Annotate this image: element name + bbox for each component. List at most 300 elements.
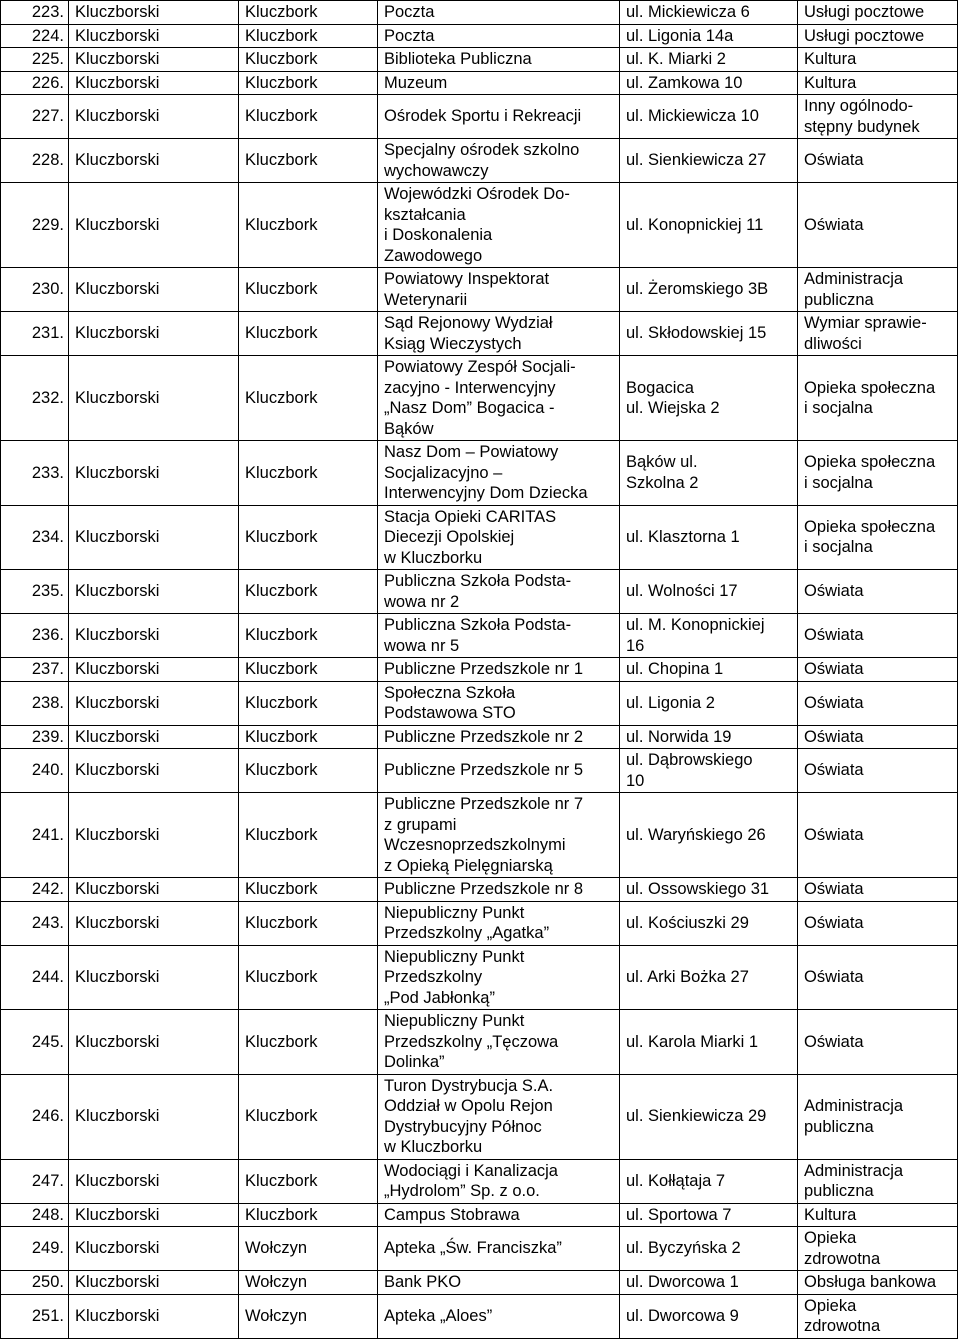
facility-name-cell: [378, 95, 620, 139]
powiat-cell: Kluczborski: [69, 901, 239, 945]
cell-line: ul. Chopina 1: [626, 660, 724, 678]
category-cell: [798, 139, 958, 183]
row-number: 227.: [1, 95, 69, 139]
address-cell: [620, 1271, 798, 1295]
cell-line: Przedszkolny „Agatka”: [384, 924, 550, 942]
cell-line: Niepubliczny Punkt: [384, 1012, 525, 1030]
cell-line: 16: [626, 636, 645, 655]
category-cell: [798, 878, 958, 902]
table-row: [1, 681, 958, 725]
cell-line: ul. Wiejska 2: [626, 399, 720, 417]
gmina-cell: Kluczbork: [239, 1074, 378, 1159]
row-number: 242.: [1, 878, 69, 902]
cell-line: wychowawczy: [384, 161, 489, 180]
cell-line: Przedszkolny „Tęczowa: [384, 1032, 559, 1051]
cell-line: Dystrybucyjny Północ: [384, 1117, 542, 1136]
category-cell: [798, 1271, 958, 1295]
cell-line: ul. Dworcowa 9: [626, 1306, 739, 1325]
powiat-cell: Kluczborski: [69, 183, 239, 268]
cell-line: Publiczne Przedszkole nr 8: [384, 880, 584, 898]
cell-line: Oświata: [804, 880, 864, 898]
facility-name-cell: [378, 749, 620, 793]
cell-line: Usługi pocztowe: [804, 3, 925, 21]
cell-line: Wodociągi i Kanalizacja: [384, 1161, 558, 1180]
cell-line: Obsługa bankowa: [804, 1273, 937, 1291]
cell-line: ul. Ossowskiego 31: [626, 880, 770, 898]
address-cell: [620, 945, 798, 1010]
cell-line: Zawodowego: [384, 246, 483, 265]
facility-name-cell: [378, 793, 620, 878]
address-cell: [620, 505, 798, 570]
cell-line: Publiczna Szkoła Podsta-: [384, 616, 572, 634]
cell-line: Kultura: [804, 1205, 857, 1224]
category-cell: [798, 614, 958, 658]
gmina-cell: Kluczbork: [239, 71, 378, 95]
facility-name-cell: [378, 24, 620, 48]
address-cell: [620, 749, 798, 793]
cell-line: Bank PKO: [384, 1273, 462, 1291]
cell-line: i socjalna: [804, 473, 873, 492]
row-number: 232.: [1, 356, 69, 441]
cell-line: Wymiar sprawie-: [804, 314, 927, 332]
gmina-cell: Kluczbork: [239, 95, 378, 139]
gmina-cell: Kluczbork: [239, 793, 378, 878]
gmina-cell: Kluczbork: [239, 1203, 378, 1227]
address-cell: [620, 901, 798, 945]
powiat-cell: Kluczborski: [69, 725, 239, 749]
cell-line: Powiatowy Inspektorat: [384, 270, 550, 288]
table-row: [1, 749, 958, 793]
address-cell: [620, 24, 798, 48]
row-number: 233.: [1, 441, 69, 506]
cell-line: Oświata: [804, 660, 864, 678]
gmina-cell: Kluczbork: [239, 681, 378, 725]
cell-line: publiczna: [804, 1182, 874, 1200]
table-row: [1, 24, 958, 48]
facility-name-cell: [378, 1, 620, 25]
cell-line: ul. K. Miarki 2: [626, 50, 726, 68]
powiat-cell: Kluczborski: [69, 356, 239, 441]
address-cell: [620, 658, 798, 682]
category-cell: [798, 658, 958, 682]
cell-line: ul. Mickiewicza 10: [626, 107, 759, 126]
table-row: [1, 1, 958, 25]
cell-line: 10: [626, 771, 645, 790]
facility-name-cell: [378, 725, 620, 749]
cell-line: ul. Ligonia 2: [626, 693, 715, 712]
table-row: [1, 793, 958, 878]
table-row: [1, 658, 958, 682]
cell-line: stępny budynek: [804, 117, 920, 136]
table-row: [1, 725, 958, 749]
cell-line: Bąków ul.: [626, 453, 698, 472]
cell-line: ul. Sienkiewicza 29: [626, 1107, 767, 1126]
gmina-cell: Kluczbork: [239, 48, 378, 72]
powiat-cell: Kluczborski: [69, 614, 239, 658]
powiat-cell: Kluczborski: [69, 71, 239, 95]
cell-line: wowa nr 2: [384, 592, 460, 611]
cell-line: Niepubliczny Punkt: [384, 947, 525, 966]
address-cell: [620, 681, 798, 725]
gmina-cell: Kluczbork: [239, 725, 378, 749]
address-cell: [620, 312, 798, 356]
cell-line: i Doskonalenia: [384, 226, 493, 244]
table-row: [1, 1203, 958, 1227]
cell-line: ul. Karola Miarki 1: [626, 1032, 759, 1051]
category-cell: [798, 793, 958, 878]
category-cell: [798, 1203, 958, 1227]
row-number: 248.: [1, 1203, 69, 1227]
cell-line: Kultura: [804, 50, 857, 68]
cell-line: Wczesnoprzedszkolnymi: [384, 836, 566, 854]
category-cell: [798, 749, 958, 793]
table-row: [1, 441, 958, 506]
address-cell: [620, 441, 798, 506]
cell-line: Muzeum: [384, 73, 448, 92]
cell-line: ul. Waryńskiego 26: [626, 825, 766, 844]
row-number: 230.: [1, 268, 69, 312]
row-number: 223.: [1, 1, 69, 25]
address-cell: [620, 725, 798, 749]
powiat-cell: Kluczborski: [69, 505, 239, 570]
cell-line: Poczta: [384, 3, 435, 21]
gmina-cell: Kluczbork: [239, 878, 378, 902]
gmina-cell: Kluczbork: [239, 312, 378, 356]
address-cell: [620, 570, 798, 614]
cell-line: Szkolna 2: [626, 473, 699, 492]
powiat-cell: Kluczborski: [69, 139, 239, 183]
table-row: [1, 1074, 958, 1159]
row-number: 243.: [1, 901, 69, 945]
cell-line: wowa nr 5: [384, 636, 460, 655]
facility-name-cell: [378, 441, 620, 506]
cell-line: Oświata: [804, 151, 864, 170]
powiat-cell: Kluczborski: [69, 658, 239, 682]
gmina-cell: Kluczbork: [239, 1010, 378, 1075]
cell-line: ul. Klasztorna 1: [626, 528, 740, 546]
cell-line: Oświata: [804, 913, 864, 932]
row-number: 250.: [1, 1271, 69, 1295]
row-number: 224.: [1, 24, 69, 48]
table-row: [1, 312, 958, 356]
cell-line: publiczna: [804, 290, 874, 309]
cell-line: Ksiąg Wieczystych: [384, 334, 522, 353]
cell-line: i socjalna: [804, 538, 873, 557]
cell-line: Turon Dystrybucja S.A.: [384, 1076, 554, 1095]
gmina-cell: Kluczbork: [239, 945, 378, 1010]
category-cell: [798, 725, 958, 749]
category-cell: [798, 1074, 958, 1159]
powiat-cell: Kluczborski: [69, 570, 239, 614]
table-row: [1, 945, 958, 1010]
cell-line: „Nasz Dom” Bogacica -: [384, 399, 555, 417]
cell-line: ul. Kościuszki 29: [626, 913, 749, 932]
powiat-cell: Kluczborski: [69, 945, 239, 1010]
gmina-cell: Wołczyn: [239, 1227, 378, 1271]
category-cell: [798, 1, 958, 25]
table-row: [1, 901, 958, 945]
powiat-cell: Kluczborski: [69, 793, 239, 878]
cell-line: Weterynarii: [384, 290, 468, 309]
cell-line: dliwości: [804, 334, 862, 353]
cell-line: Diecezji Opolskiej: [384, 528, 515, 546]
facility-name-cell: [378, 48, 620, 72]
table-row: [1, 71, 958, 95]
facility-name-cell: [378, 614, 620, 658]
table-row: [1, 356, 958, 441]
cell-line: Opieka: [804, 1229, 857, 1247]
cell-line: Nasz Dom – Powiatowy: [384, 443, 559, 461]
powiat-cell: Kluczborski: [69, 878, 239, 902]
powiat-cell: Kluczborski: [69, 48, 239, 72]
cell-line: Podstawowa STO: [384, 704, 516, 722]
cell-line: kształcania: [384, 205, 466, 224]
row-number: 225.: [1, 48, 69, 72]
category-cell: [798, 1159, 958, 1203]
table-row: [1, 505, 958, 570]
table-row: [1, 183, 958, 268]
powiat-cell: Kluczborski: [69, 312, 239, 356]
powiat-cell: Kluczborski: [69, 1294, 239, 1338]
address-cell: [620, 183, 798, 268]
cell-line: Publiczne Przedszkole nr 2: [384, 727, 584, 746]
gmina-cell: Kluczbork: [239, 139, 378, 183]
cell-line: Administracja: [804, 1097, 904, 1115]
row-number: 238.: [1, 681, 69, 725]
facility-name-cell: [378, 1227, 620, 1271]
facility-name-cell: [378, 681, 620, 725]
cell-line: Opieka społeczna: [804, 453, 936, 472]
powiat-cell: Kluczborski: [69, 268, 239, 312]
cell-line: Oświata: [804, 727, 864, 746]
cell-line: w Kluczborku: [384, 548, 483, 567]
category-cell: [798, 1010, 958, 1075]
powiat-cell: Kluczborski: [69, 681, 239, 725]
cell-line: Oświata: [804, 968, 864, 986]
cell-line: Publiczna Szkoła Podsta-: [384, 572, 572, 590]
cell-line: publiczna: [804, 1117, 874, 1136]
gmina-cell: Kluczbork: [239, 658, 378, 682]
powiat-cell: Kluczborski: [69, 1010, 239, 1075]
cell-line: Publiczne Przedszkole nr 5: [384, 761, 584, 780]
cell-line: zdrowotna: [804, 1317, 881, 1335]
cell-line: Opieka społeczna: [804, 517, 936, 536]
facility-name-cell: [378, 901, 620, 945]
facility-name-cell: [378, 1271, 620, 1295]
facility-name-cell: [378, 312, 620, 356]
cell-line: „Hydrolom” Sp. z o.o.: [384, 1182, 540, 1200]
category-cell: [798, 312, 958, 356]
row-number: 239.: [1, 725, 69, 749]
facility-name-cell: [378, 1010, 620, 1075]
address-cell: [620, 614, 798, 658]
row-number: 235.: [1, 570, 69, 614]
address-cell: [620, 878, 798, 902]
table-row: [1, 878, 958, 902]
powiat-cell: Kluczborski: [69, 441, 239, 506]
category-cell: [798, 268, 958, 312]
gmina-cell: Kluczbork: [239, 614, 378, 658]
cell-line: zacyjno - Interwencyjny: [384, 378, 556, 397]
cell-line: Przedszkolny: [384, 968, 483, 986]
cell-line: ul. Sportowa 7: [626, 1205, 732, 1224]
address-cell: [620, 48, 798, 72]
gmina-cell: Kluczbork: [239, 268, 378, 312]
address-cell: [620, 71, 798, 95]
cell-line: Opieka: [804, 1296, 857, 1315]
address-cell: [620, 1159, 798, 1203]
gmina-cell: Kluczbork: [239, 505, 378, 570]
powiat-cell: Kluczborski: [69, 749, 239, 793]
powiat-cell: Kluczborski: [69, 1074, 239, 1159]
row-number: 246.: [1, 1074, 69, 1159]
cell-line: Ośrodek Sportu i Rekreacji: [384, 107, 582, 126]
facility-name-cell: [378, 1159, 620, 1203]
facility-name-cell: [378, 878, 620, 902]
cell-line: Niepubliczny Punkt: [384, 903, 525, 922]
cell-line: Oświata: [804, 215, 864, 234]
cell-line: Apteka „Aloes”: [384, 1306, 493, 1325]
table-row: [1, 1294, 958, 1338]
address-cell: [620, 1, 798, 25]
row-number: 226.: [1, 71, 69, 95]
cell-line: Publiczne Przedszkole nr 7: [384, 795, 584, 813]
row-number: 241.: [1, 793, 69, 878]
address-cell: [620, 356, 798, 441]
cell-line: Usługi pocztowe: [804, 26, 925, 45]
category-cell: [798, 24, 958, 48]
cell-line: ul. Arki Bożka 27: [626, 968, 749, 986]
table-row: [1, 139, 958, 183]
address-cell: [620, 139, 798, 183]
row-number: 228.: [1, 139, 69, 183]
powiat-cell: Kluczborski: [69, 1271, 239, 1295]
row-number: 231.: [1, 312, 69, 356]
category-cell: [798, 71, 958, 95]
cell-line: Biblioteka Publiczna: [384, 50, 532, 68]
category-cell: [798, 95, 958, 139]
gmina-cell: Kluczbork: [239, 1159, 378, 1203]
cell-line: ul. Zamkowa 10: [626, 73, 743, 92]
cell-line: ul. Ligonia 14a: [626, 26, 734, 45]
cell-line: zdrowotna: [804, 1249, 881, 1268]
table-body: [1, 1, 958, 1339]
gmina-cell: Kluczbork: [239, 183, 378, 268]
category-cell: [798, 945, 958, 1010]
cell-line: ul. Żeromskiego 3B: [626, 280, 769, 299]
cell-line: Interwencyjny Dom Dziecka: [384, 484, 588, 502]
table-row: [1, 268, 958, 312]
facility-name-cell: [378, 1074, 620, 1159]
row-number: 249.: [1, 1227, 69, 1271]
table-row: [1, 1159, 958, 1203]
cell-line: ul. Wolności 17: [626, 582, 738, 601]
facility-name-cell: [378, 356, 620, 441]
facility-name-cell: [378, 658, 620, 682]
cell-line: z Opieką Pielęgniarską: [384, 856, 553, 875]
category-cell: [798, 1294, 958, 1338]
facility-name-cell: [378, 945, 620, 1010]
cell-line: „Pod Jabłonką”: [384, 988, 495, 1007]
cell-line: ul. Dąbrowskiego: [626, 751, 753, 769]
category-cell: [798, 570, 958, 614]
address-cell: [620, 1203, 798, 1227]
table-row: [1, 48, 958, 72]
category-cell: [798, 356, 958, 441]
facility-name-cell: [378, 139, 620, 183]
row-number: 234.: [1, 505, 69, 570]
cell-line: ul. Kołłątaja 7: [626, 1171, 726, 1190]
powiat-cell: Kluczborski: [69, 95, 239, 139]
cell-line: Oświata: [804, 582, 864, 601]
cell-line: Sąd Rejonowy Wydział: [384, 314, 553, 332]
table-row: [1, 570, 958, 614]
cell-line: Publiczne Przedszkole nr 1: [384, 660, 584, 678]
address-cell: [620, 95, 798, 139]
cell-line: Powiatowy Zespół Socjali-: [384, 358, 576, 376]
address-cell: [620, 1294, 798, 1338]
category-cell: [798, 441, 958, 506]
cell-line: Oświata: [804, 693, 864, 712]
row-number: 244.: [1, 945, 69, 1010]
facility-name-cell: [378, 268, 620, 312]
facility-name-cell: [378, 183, 620, 268]
cell-line: Wojewódzki Ośrodek Do-: [384, 185, 570, 203]
cell-line: Oddział w Opolu Rejon: [384, 1097, 553, 1115]
gmina-cell: Kluczbork: [239, 901, 378, 945]
cell-line: Poczta: [384, 26, 435, 45]
cell-line: Bogacica: [626, 378, 694, 397]
cell-line: ul. Byczyńska 2: [626, 1239, 741, 1258]
row-number: 245.: [1, 1010, 69, 1075]
category-cell: [798, 1227, 958, 1271]
cell-line: ul. Dworcowa 1: [626, 1273, 739, 1291]
facility-name-cell: [378, 1203, 620, 1227]
table-row: [1, 95, 958, 139]
address-cell: [620, 268, 798, 312]
category-cell: [798, 681, 958, 725]
cell-line: Administracja: [804, 1161, 904, 1180]
cell-line: Socjalizacyjno –: [384, 463, 503, 482]
table-row: [1, 1227, 958, 1271]
cell-line: i socjalna: [804, 399, 873, 417]
powiat-cell: Kluczborski: [69, 24, 239, 48]
cell-line: ul. Konopnickiej 11: [626, 215, 764, 234]
table-row: [1, 1271, 958, 1295]
cell-line: ul. M. Konopnickiej: [626, 616, 765, 634]
powiat-cell: Kluczborski: [69, 1203, 239, 1227]
cell-line: ul. Norwida 19: [626, 727, 732, 746]
category-cell: [798, 183, 958, 268]
row-number: 236.: [1, 614, 69, 658]
facility-name-cell: [378, 71, 620, 95]
cell-line: Oświata: [804, 1032, 864, 1051]
row-number: 240.: [1, 749, 69, 793]
cell-line: Stacja Opieki CARITAS: [384, 507, 557, 526]
cell-line: Oświata: [804, 626, 864, 645]
gmina-cell: Wołczyn: [239, 1294, 378, 1338]
address-cell: [620, 793, 798, 878]
powiat-cell: Kluczborski: [69, 1227, 239, 1271]
row-number: 247.: [1, 1159, 69, 1203]
gmina-cell: Kluczbork: [239, 24, 378, 48]
address-cell: [620, 1010, 798, 1075]
cell-line: z grupami: [384, 815, 457, 834]
cell-line: Kultura: [804, 73, 857, 92]
table-row: [1, 614, 958, 658]
category-cell: [798, 505, 958, 570]
gmina-cell: Kluczbork: [239, 570, 378, 614]
